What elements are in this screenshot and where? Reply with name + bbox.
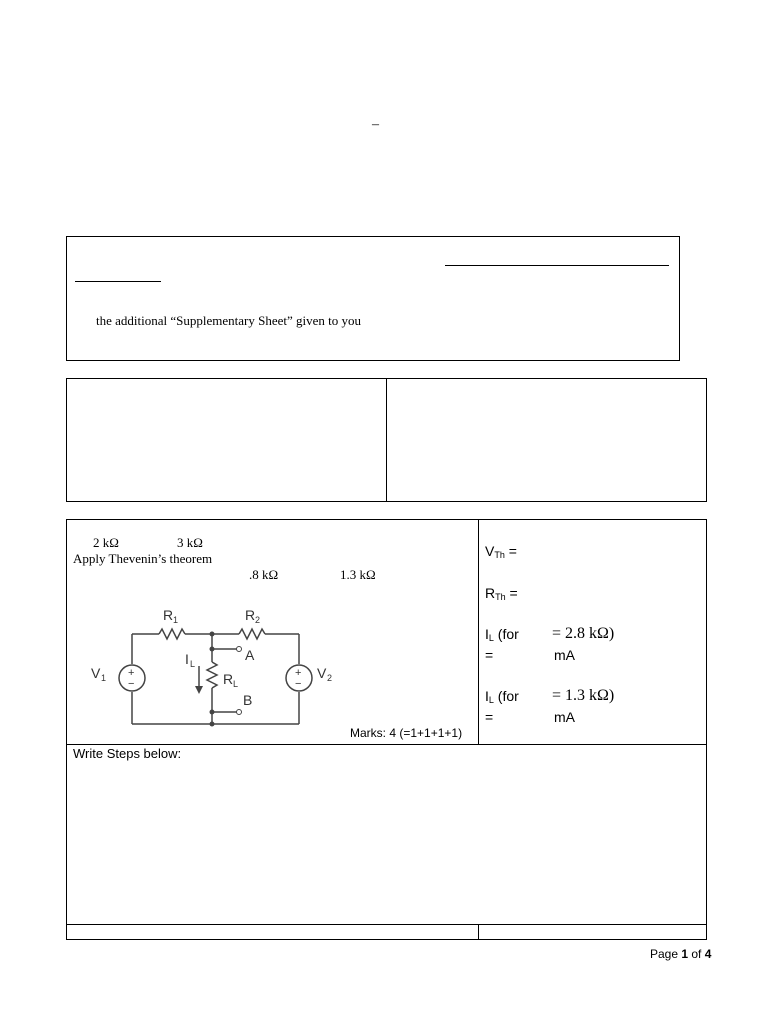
- il1-for: (for: [493, 626, 519, 642]
- page-mid: of: [688, 947, 705, 961]
- supplementary-instruction: the additional “Supplementary Sheet” given to you: [96, 313, 361, 328]
- v1-label: V: [91, 665, 101, 681]
- terminal-a-label: A: [245, 647, 255, 663]
- rth-label: R: [485, 585, 496, 601]
- terminal-b: [237, 710, 242, 715]
- r2-value: 3 kΩ: [177, 535, 203, 550]
- rl-value-b: 1.3 kΩ: [340, 567, 376, 582]
- steps-top-border: [67, 744, 706, 745]
- r2-label: R: [245, 607, 256, 623]
- v2-minus: −: [295, 678, 302, 690]
- il2-for: (for: [493, 688, 519, 704]
- question-answer-divider: [478, 520, 479, 744]
- blank-grid-box: [66, 378, 707, 502]
- page-current: 1: [681, 947, 689, 961]
- il-label-sub: L: [190, 659, 196, 669]
- il2-label-group: [485, 688, 519, 705]
- rl-label-sub: L: [233, 679, 239, 689]
- il1-label-group: [485, 626, 519, 643]
- terminal-a: [237, 647, 242, 652]
- r1-label-sub: 1: [173, 615, 179, 625]
- name-underline[interactable]: [445, 265, 669, 266]
- il1-label: I: [485, 626, 489, 642]
- il2-value: = 1.3 kΩ): [552, 687, 615, 704]
- vth-sub: Th: [494, 550, 505, 560]
- rl-resistor: [207, 662, 217, 688]
- terminal-b-label: B: [243, 692, 253, 708]
- v1-label-sub: 1: [101, 673, 107, 683]
- r2-label-sub: 2: [255, 615, 261, 625]
- question-table: [66, 519, 707, 940]
- v2-plus: +: [295, 667, 302, 679]
- il2-eq[interactable]: =: [485, 709, 494, 725]
- page-total: 4: [704, 947, 712, 961]
- grid-divider: [386, 379, 387, 501]
- circuit-diagram: [87, 604, 357, 734]
- top-dash: –: [372, 117, 379, 132]
- footer-row-divider: [478, 924, 479, 939]
- rth-eq: =: [505, 585, 518, 601]
- il-arrow: [195, 686, 203, 694]
- vth-answer[interactable]: [485, 543, 517, 560]
- rth-sub: Th: [495, 592, 506, 602]
- v1-minus: −: [128, 678, 135, 690]
- rl-value-a: .8 kΩ: [249, 567, 279, 582]
- il1-value: = 2.8 kΩ): [552, 625, 615, 642]
- instruction-box: [66, 236, 680, 361]
- rl-label: R: [223, 671, 234, 687]
- steps-label: Write Steps below:: [73, 746, 182, 761]
- footer-row-border: [67, 924, 706, 925]
- rth-answer[interactable]: [485, 585, 518, 602]
- question-prompt: Apply Thevenin’s theorem: [73, 551, 213, 566]
- il-label: I: [185, 651, 189, 667]
- id-underline[interactable]: [75, 281, 161, 282]
- r1-label: R: [163, 607, 174, 623]
- il1-unit: mA: [554, 647, 575, 663]
- marks-label: Marks: 4 (=1+1+1+1): [350, 726, 463, 740]
- vth-label: V: [485, 543, 495, 559]
- page-prefix: Page: [650, 947, 682, 961]
- v2-label-sub: 2: [327, 673, 333, 683]
- r1-value: 2 kΩ: [93, 535, 119, 550]
- vth-eq: =: [504, 543, 517, 559]
- steps-writing-area[interactable]: [68, 766, 705, 922]
- il1-sub: L: [488, 633, 494, 643]
- v2-label: V: [317, 665, 327, 681]
- il1-eq[interactable]: =: [485, 647, 494, 663]
- r1-resistor: [159, 629, 185, 639]
- il2-unit: mA: [554, 709, 575, 725]
- il2-label: I: [485, 688, 489, 704]
- page-number: [650, 947, 711, 961]
- r2-resistor: [239, 629, 265, 639]
- il2-sub: L: [488, 695, 494, 705]
- v1-plus: +: [128, 667, 135, 679]
